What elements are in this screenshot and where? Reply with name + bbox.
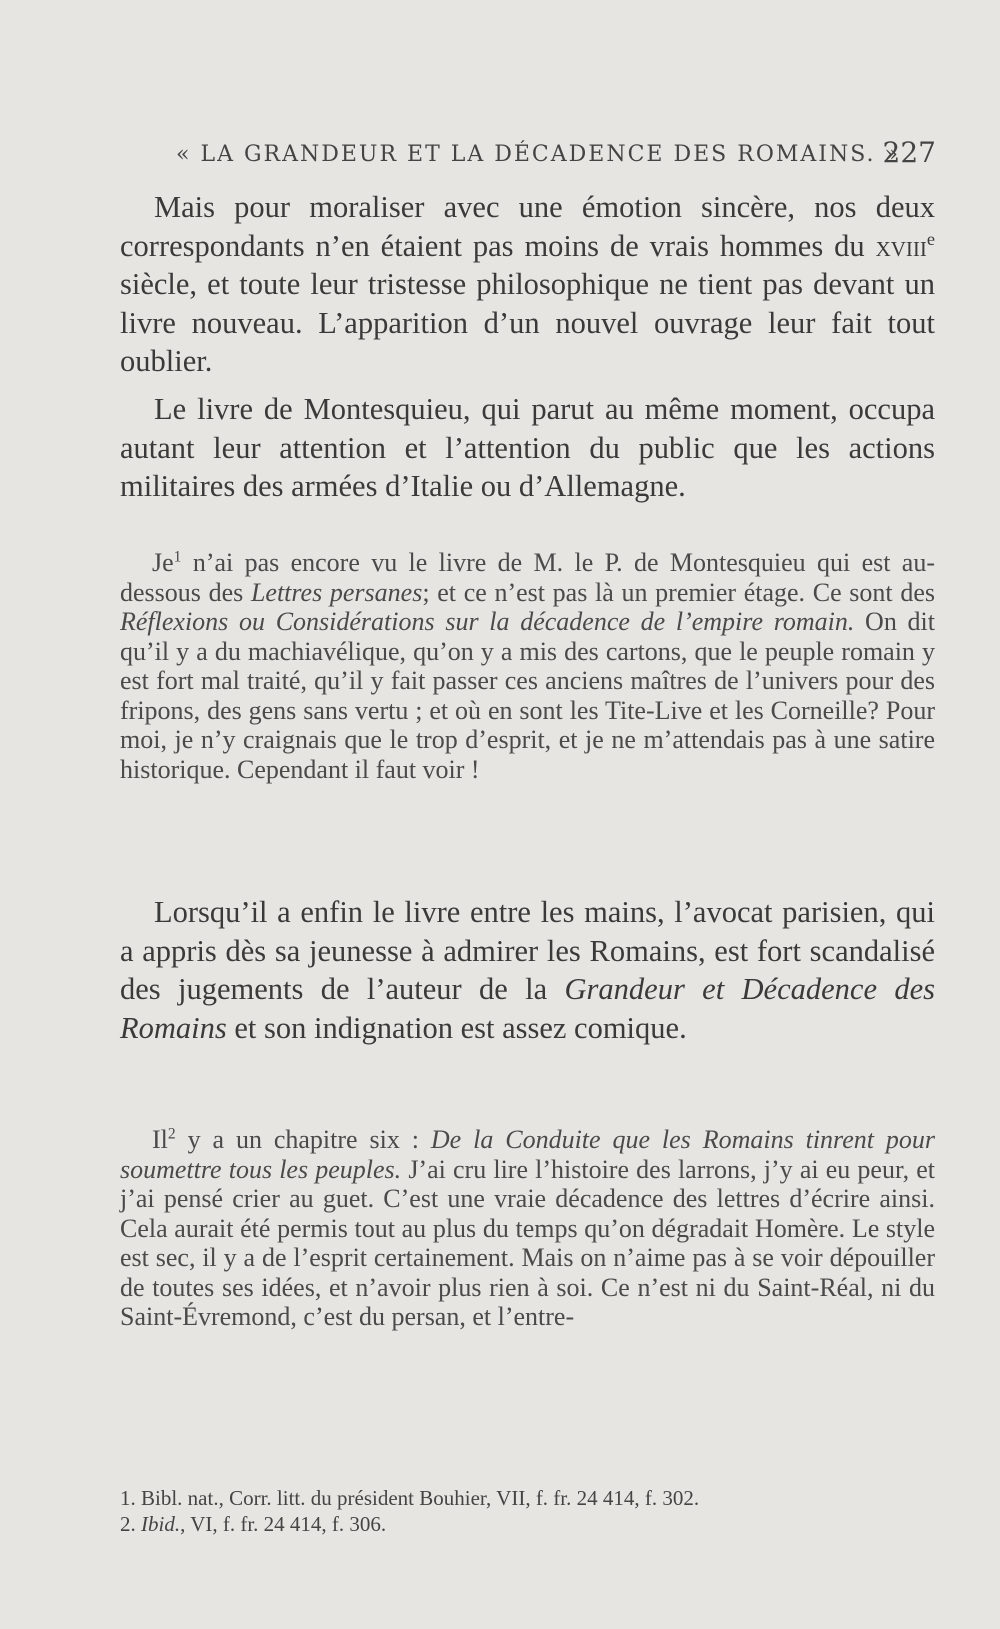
para1-rest: siècle, et toute leur tristesse philosophique ne tient pas devant un livre nouveau. L’apparition d’un nouvel ouvrage leur fait tout oublier. bbox=[120, 267, 935, 378]
para3-title: Grandeur et Décadence des Romains bbox=[120, 972, 936, 1045]
quotation-1 bbox=[120, 548, 935, 784]
footnote-ref-2: 2 bbox=[167, 1125, 176, 1143]
quote2-text-a: y a un chapitre six : bbox=[175, 1125, 431, 1154]
quote2-text-b: J’ai cru lire l’histoire des larrons, j’y ai eu peur, et j’ai pensé crier au guet. C’est une vraie décadence des lettres d’écrire ainsi. Cela aurait été permis tout au plus du temps qu’on dégradait Homère. Le style est sec, il y a de l’esprit certainement. Mais on n’aime pas à se voir dépouiller de toutes ses idées, et n’avoir plus rien à soi. Ce n’est ni du Saint-Réal, ni du Saint-Évremond, c’est du persan, et l’entre- bbox=[120, 1154, 935, 1331]
footnote-2-ibid: Ibid. bbox=[141, 1512, 181, 1536]
quote1-title-lettres: Lettres persanes bbox=[250, 577, 423, 607]
quote2-lead: Il bbox=[152, 1125, 168, 1154]
body-paragraph-1 bbox=[120, 188, 935, 381]
footnote-ref-1: 1 bbox=[173, 548, 182, 566]
running-title: « LA GRANDEUR ET LA DÉCADENCE DES ROMAINS. » bbox=[176, 142, 900, 167]
quote1-text-c: On dit qu’il y a du machiavélique, qu’on y a mis des cartons, que le peuple romain y est fort mal traité, qu’il y fait passer ces anciens maîtres de l’univers pour des fripons, des gens sans vertu ; et où en sont les Tite-Live et les Corneille? Pour moi, je n’y craignais que le trop d’esprit, et je ne m’attendais pas à une satire historique. Cependant il faut voir ! bbox=[120, 607, 935, 784]
footnote-1: 1. Bibl. nat., Corr. litt. du président Bouhier, VII, f. fr. 24 414, f. 302. bbox=[120, 1486, 700, 1510]
footnote-2 bbox=[120, 1511, 900, 1537]
century-numeral: xviii bbox=[875, 228, 927, 263]
footnote-2-rest: , VI, f. fr. 24 414, f. 306. bbox=[180, 1512, 387, 1536]
para3-text-a: Lorsqu’il a enfin le livre entre les mains, l’avocat parisien, qui a appris dès sa jeunesse à admirer les Romains, est fort scandalisé des jugements de l’auteur de la bbox=[120, 895, 935, 1006]
body-paragraph-3 bbox=[120, 893, 935, 1047]
para3-text-b: et son indignation est assez comique. bbox=[226, 1010, 687, 1045]
footnote-2-number: 2. bbox=[120, 1512, 141, 1536]
century-superscript: e bbox=[926, 228, 935, 249]
quote2-chapter-title: De la Conduite que les Romains tinrent pour soumettre tous les peuples. bbox=[120, 1125, 935, 1184]
footnotes bbox=[120, 1485, 900, 1537]
para2-text: Le livre de Montesquieu, qui parut au même moment, occupa autant leur attention et l’attention du public que les actions militaires des armées d’Italie ou d’Allemagne. bbox=[120, 392, 935, 503]
running-header bbox=[176, 136, 936, 169]
para1-text: Mais pour moraliser avec une émotion sincère, nos deux correspondants n’en étaient pas moins de vrais hommes du bbox=[120, 190, 935, 263]
quotation-2 bbox=[120, 1125, 935, 1332]
quote1-text-a: n’ai pas encore vu le livre de M. le P. de Montesquieu qui est au-dessous des bbox=[120, 548, 935, 607]
quote1-text-b: ; et ce n’est pas là un premier étage. Ce sont des bbox=[422, 577, 935, 607]
quote1-lead: Je bbox=[152, 548, 174, 577]
page-number: 227 bbox=[882, 136, 936, 169]
quote1-title-reflexions: Réflexions ou Considérations sur la décadence de l’empire romain. bbox=[120, 607, 855, 636]
body-paragraph-2 bbox=[120, 390, 935, 506]
